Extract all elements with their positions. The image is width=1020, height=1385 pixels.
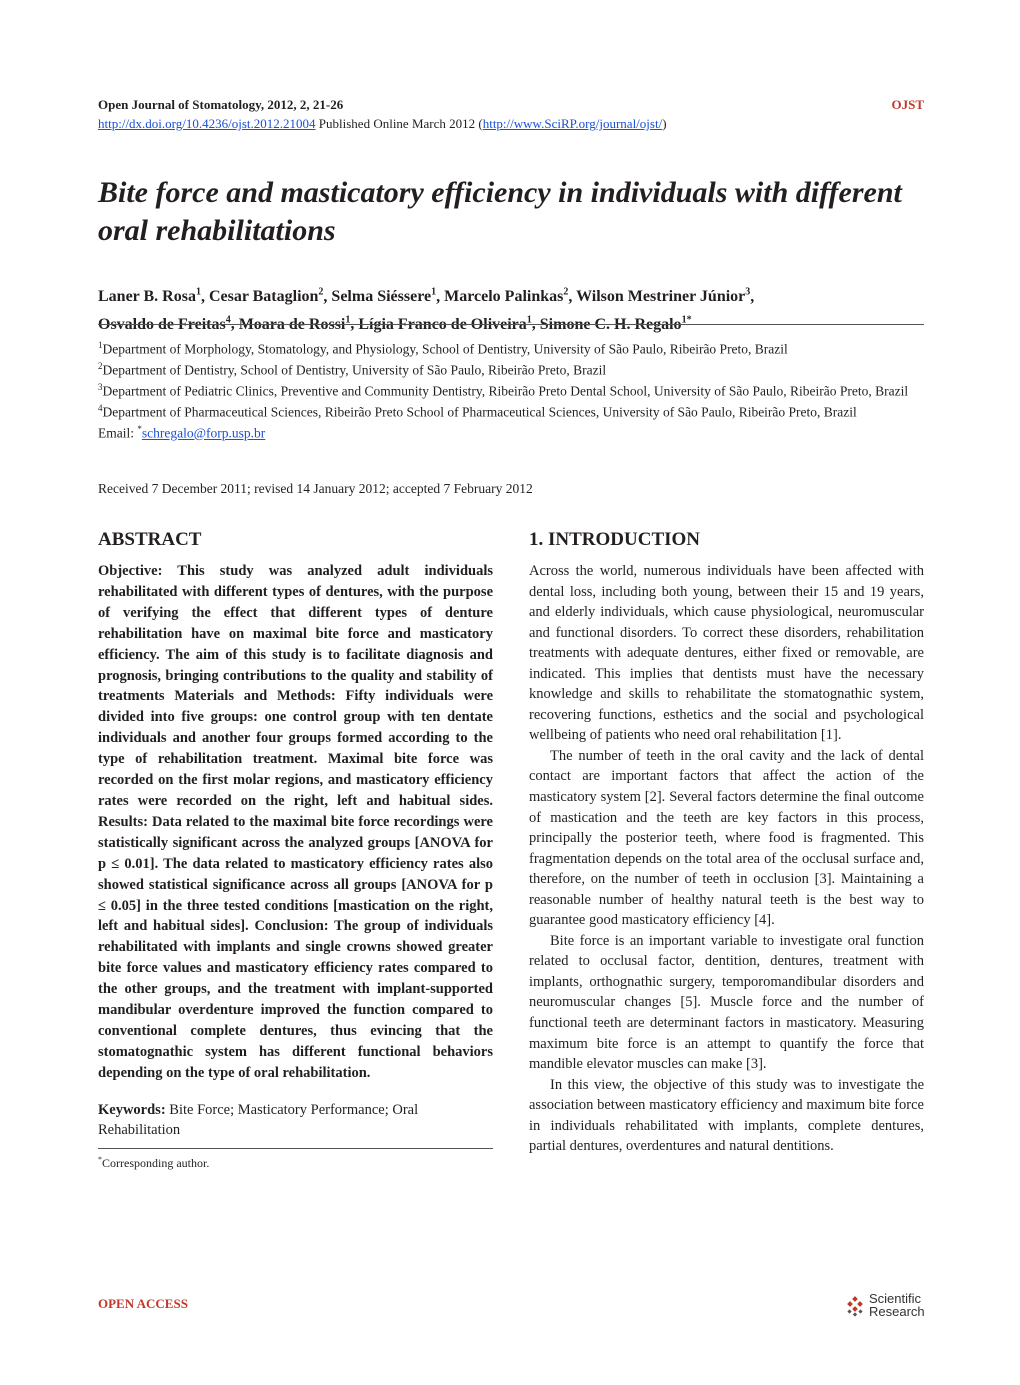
journal-abbreviation: OJST	[891, 97, 924, 112]
abstract-heading: ABSTRACT	[98, 529, 202, 550]
submission-dates: Received 7 December 2011; revised 14 January 2012; accepted 7 February 2012	[98, 481, 533, 496]
intro-paragraph: Across the world, numerous individuals have been affected with dental loss, including both young, between their 15 and 19 years, and elderly individuals, which cause physiological, neuromuscular and functional disorders. To correct these disorders, rehabilitation treatments with adequate dentures, either fixed or removable, are indicated. This implies that dentists must have the necessary knowledge and skills to rehabilitate the stomatognathic system, recovering functions, esthetics and the social and psychological wellbeing of patients who need oral rehabilitation [1].	[529, 563, 924, 744]
abstract-text: Objective: This study was analyzed adult individuals rehabilitated with different types of dentures, with the purpose of verifying the effect that different types of denture rehabilitation have on maximal bite force and masticatory efficiency. The aim of this study is to facilitate diagnosis and prognosis, bringing contributions to the quality and stability of treatments Materials and Methods: Fifty individuals were divided into five groups: one control group with ten dentate individuals and another four groups formed according to the type of rehabilitation treatment. Maximal bite force was recorded on the first molar regions, and masticatory efficiency rates were recorded on the right, left and habitual sides. Results: Data related to the maximal bite force recordings were statistically significant across the analyzed groups [ANOVA for p ≤ 0.01]. The data related to masticatory efficiency rates also showed statistical significance across all groups [ANOVA for p ≤ 0.05] in the three tested conditions [mastication on the right, left and habitual sides]. Conclusion: The group of individuals rehabilitated with implants and single crowns showed greater bite force values and masticatory efficiency rates compared to the other groups, and the treatment with implant-supported mandibular overdenture improved the function compared to conventional complete dentures, thus evincing that the stomatognathic system has different functional behaviors depending on the type of oral rehabilitation.	[98, 563, 493, 1081]
author: Lígia Franco de Oliveira$^1$	[358, 314, 532, 333]
journal-link[interactable]: http://www.SciRP.org/journal/ojst/	[482, 116, 663, 131]
logo-diamond-icon	[844, 1296, 866, 1318]
intro-paragraph: The number of teeth in the oral cavity and the lack of dental contact are important factors that affect the action of the masticatory system [2]. Several factors determine the final outcome of mastication and the teeth are key factors in this process, principally the posterior teeth, where food is fragmented. This fragmentation depends on the total area of the occlusal surface and, therefore, on the number of teeth in occlusion [3]. Maintaining a reasonable number of healthy natural teeth is the best way to guarantee good masticatory efficiency [4].	[529, 747, 924, 929]
scientific-research-logo	[844, 1290, 924, 1324]
author: Wilson Mestriner Júnior$^3$	[576, 287, 751, 306]
affiliations	[98, 337, 924, 442]
open-access-label: OPEN ACCESS	[98, 1296, 188, 1311]
email-line: Email: *schregalo@forp.usp.br	[98, 424, 266, 441]
footnote-divider	[98, 1148, 493, 1149]
keywords-label: Keywords:	[98, 1101, 166, 1118]
author: Simone C. H. Regalo$^{1*}$	[539, 314, 692, 333]
author: Marcelo Palinkas$^2$	[444, 287, 569, 306]
introduction-heading: 1. INTRODUCTION	[529, 529, 701, 550]
logo-wordmark: Scientific Research	[869, 1291, 925, 1319]
doi-link[interactable]: http://dx.doi.org/10.4236/ojst.2012.21004	[98, 116, 316, 131]
corresponding-author-footnote: *Corresponding author.	[98, 1154, 210, 1170]
doi-line	[98, 116, 924, 132]
introduction-column	[529, 529, 924, 1157]
close-paren: )	[662, 116, 667, 131]
author: Moara de Rossi$^1$	[238, 314, 351, 333]
published-text: Published Online March 2012 (	[315, 116, 483, 131]
affiliation: $^1$Department of Morphology, Stomatology, and Physiology, School of Dentistry, University of São Paulo, Ribeirão Preto, Brazil	[98, 340, 788, 357]
author-list: Laner B. Rosa$^1$, Cesar Bataglion$^2$, Selma Siéssere$^1$, Marcelo Palinkas$^2$, Wilson Mestriner Júnior$^3$, Osvaldo de Freitas$^4$, Moara de Rossi$^1$, Lígia Franco de Oliveira$^1$, Simone C. H. Regalo$^{1*}$	[98, 287, 755, 333]
intro-paragraph: Bite force is an important variable to investigate oral function related to occlusal factor, dentition, dentures, treatment with implants, orthognathic surgery, temporomandibular disorders and neuromuscular changes [5]. Muscle force and the number of functional teeth are determinant factors in masticatory. Measuring maximum bite force is an attempt to quantify the force that mandible elevator muscles can make [3].	[529, 932, 924, 1073]
author: Osvaldo de Freitas$^4$	[98, 314, 231, 333]
paper-title: Bite force and masticatory efficiency in individuals with different oral rehabilitations	[98, 176, 902, 247]
intro-paragraph: In this view, the objective of this study was to investigate the association between masticatory efficiency and maximum bite force in individuals rehabilitated with implants, complete dentures, partial dentures, overdentures and natural dentitions.	[529, 1076, 924, 1155]
affiliation: $^2$Department of Dentistry, School of Dentistry, University of São Paulo, Ribeirão Preto, Brazil	[98, 361, 607, 378]
keywords	[98, 1100, 493, 1141]
author: Cesar Bataglion$^2$	[208, 287, 324, 306]
journal-citation	[98, 97, 924, 113]
paper-page	[98, 0, 924, 1385]
email-link[interactable]: schregalo@forp.usp.br	[141, 425, 266, 441]
affiliation: $^3$Department of Pediatric Clinics, Preventive and Community Dentistry, Ribeirão Preto Dental School, University of São Paulo, Ribeirão Preto, Brazil	[98, 382, 909, 399]
header-divider	[98, 324, 924, 325]
author: Laner B. Rosa$^1$	[98, 287, 201, 306]
keywords-text: Bite Force; Masticatory Performance; Oral Rehabilitation	[98, 1101, 419, 1139]
abstract-column	[98, 529, 493, 1171]
journal-name: Open Journal of Stomatology, 2012, 2, 21-26	[98, 97, 344, 112]
affiliation: $^4$Department of Pharmaceutical Sciences, Ribeirão Preto School of Pharmaceutical Sciences, University of São Paulo, Ribeirão Preto, Brazil	[98, 403, 857, 420]
author: Selma Siéssere$^1$	[331, 287, 437, 306]
